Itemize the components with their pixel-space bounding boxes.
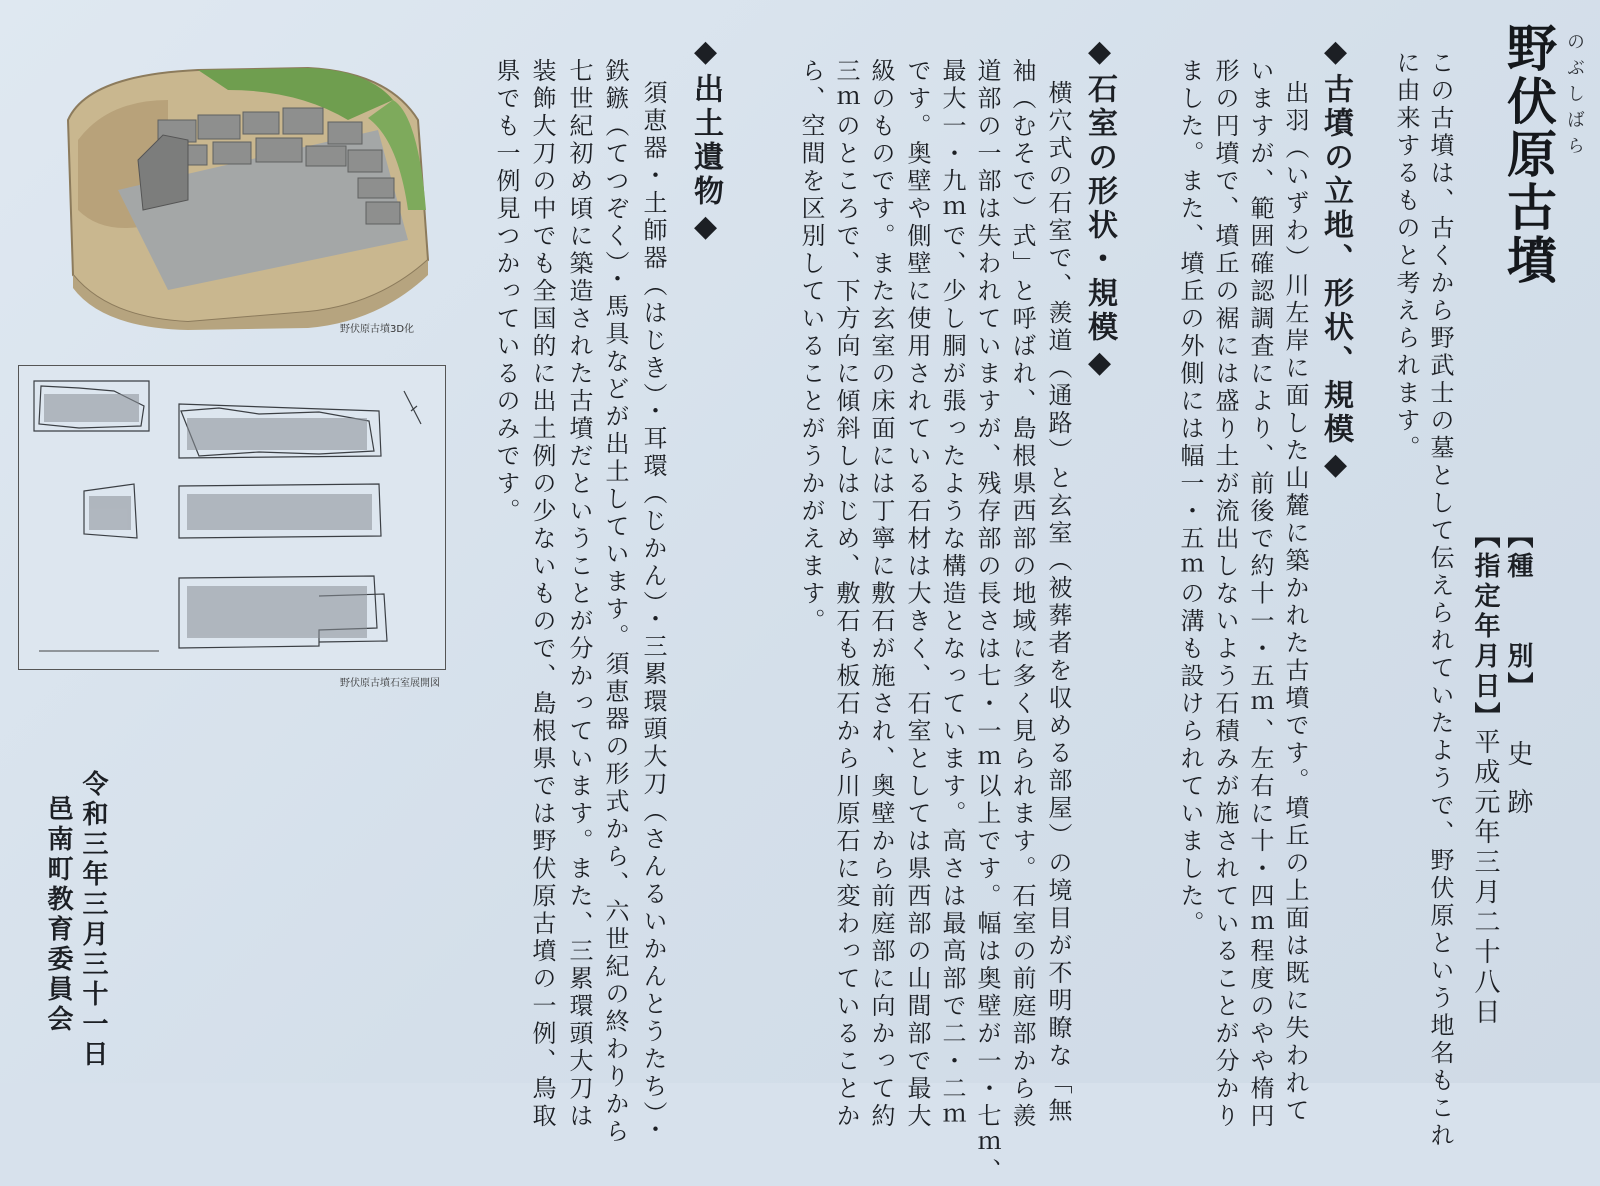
plan-caption: 野伏原古墳石室展開図 (340, 678, 440, 689)
section-chamber-line: 級のものです。また玄室の床面には丁寧に敷石が施され、奥壁から前庭部に向かって約 (867, 58, 895, 1131)
section-chamber-line: 横穴式の石室で、羨道（通路）と玄室（被葬者を収める部屋）の境目が不明瞭な「無 (1044, 80, 1072, 1125)
section-artifacts-line: 七世紀初め頃に築造された古墳だということが分かっています。また、三累環頭大刀は (565, 58, 593, 1131)
tumulus-3d-model-image (48, 60, 443, 330)
date-label: 【指定年月日】 (1470, 522, 1500, 732)
section-chamber-line: 最大一・九ｍで、少し胴が張ったような構造となっています。高さは最高部で二・二ｍ (938, 58, 966, 1131)
section-artifacts-line: 装飾大刀の中でも全国的に出土例の少ないもので、島根県では野伏原古墳の一例、鳥取 (528, 58, 556, 1131)
type-value: 史跡 (1503, 740, 1533, 836)
section-heading-artifacts: ◆出土遺物◆ (688, 34, 723, 248)
section-location-line: いますが、範囲確認調査により、前後で約十一・五ｍ、左右に十・四ｍ程度のやや楕円 (1246, 58, 1274, 1131)
footer-issuer: 邑南町教育委員会 (43, 795, 73, 1035)
date-value: 平成元年三月二十八日 (1470, 728, 1500, 1028)
model-caption: 野伏原古墳3D化 (340, 324, 415, 335)
section-location-line: 出羽（いずわ）川左岸に面した山麓に築かれた古墳です。墳丘の上面は既に失われて (1281, 80, 1309, 1125)
section-chamber-line: 道部の一部は失われていますが、残存部の長さは七・一ｍ以上です。幅は奥壁が一・七ｍ、 (973, 58, 1001, 1186)
chamber-plan-diagram (18, 365, 446, 670)
section-chamber-line: ら、空間を区別していることがうかがえます。 (797, 58, 825, 636)
section-heading-chamber: ◆石室の形状・規模◆ (1082, 34, 1117, 384)
section-artifacts-line: 須恵器・土師器（はじき）・耳環（じかん）・三累環頭大刀（さんるいかんとうたち）・ (639, 80, 667, 1144)
section-artifacts-line: 県でも一例見つかっているのみです。 (492, 58, 520, 526)
section-chamber-line: 袖（むそで）式」と呼ばれ、島根県西部の地域に多く見られます。石室の前庭部から羨 (1008, 58, 1036, 1131)
intro-line-2: に由来するものと考えられます。 (1392, 50, 1420, 463)
page-title: 野伏原古墳 (1499, 22, 1558, 287)
section-artifacts-line: 鉄鏃（てつぞく）・馬具などが出土しています。須恵器の形式から、六世紀の終わりから (601, 58, 629, 1146)
section-chamber-line: 三ｍのところで、下方向に傾斜しはじめ、敷石も板石から川原石に変わっていることか (832, 58, 860, 1131)
title-ruby: のぶしばら (1564, 32, 1585, 162)
section-chamber-line: です。奥壁や側壁に使用されている石材は大きく、石室としては県西部の山間部で最大 (903, 58, 931, 1131)
section-location-line: 形の円墳で、墳丘の裾には盛り土が流出しないよう石積みが施されていることが分かり (1211, 58, 1239, 1131)
footer-date: 令和三年三月三十一日 (78, 770, 108, 1070)
section-location-line: ました。また、墳丘の外側には幅一・五ｍの溝も設けられていました。 (1176, 58, 1204, 938)
section-heading-location: ◆古墳の立地、形状、規模◆ (1318, 34, 1353, 486)
type-label: 【種 別】 (1503, 522, 1533, 702)
intro-line-1: この古墳は、古くから野武士の墓として伝えられていたようで、野伏原という地名もこれ (1426, 50, 1454, 1150)
chamber-plan-drawing (19, 366, 444, 668)
